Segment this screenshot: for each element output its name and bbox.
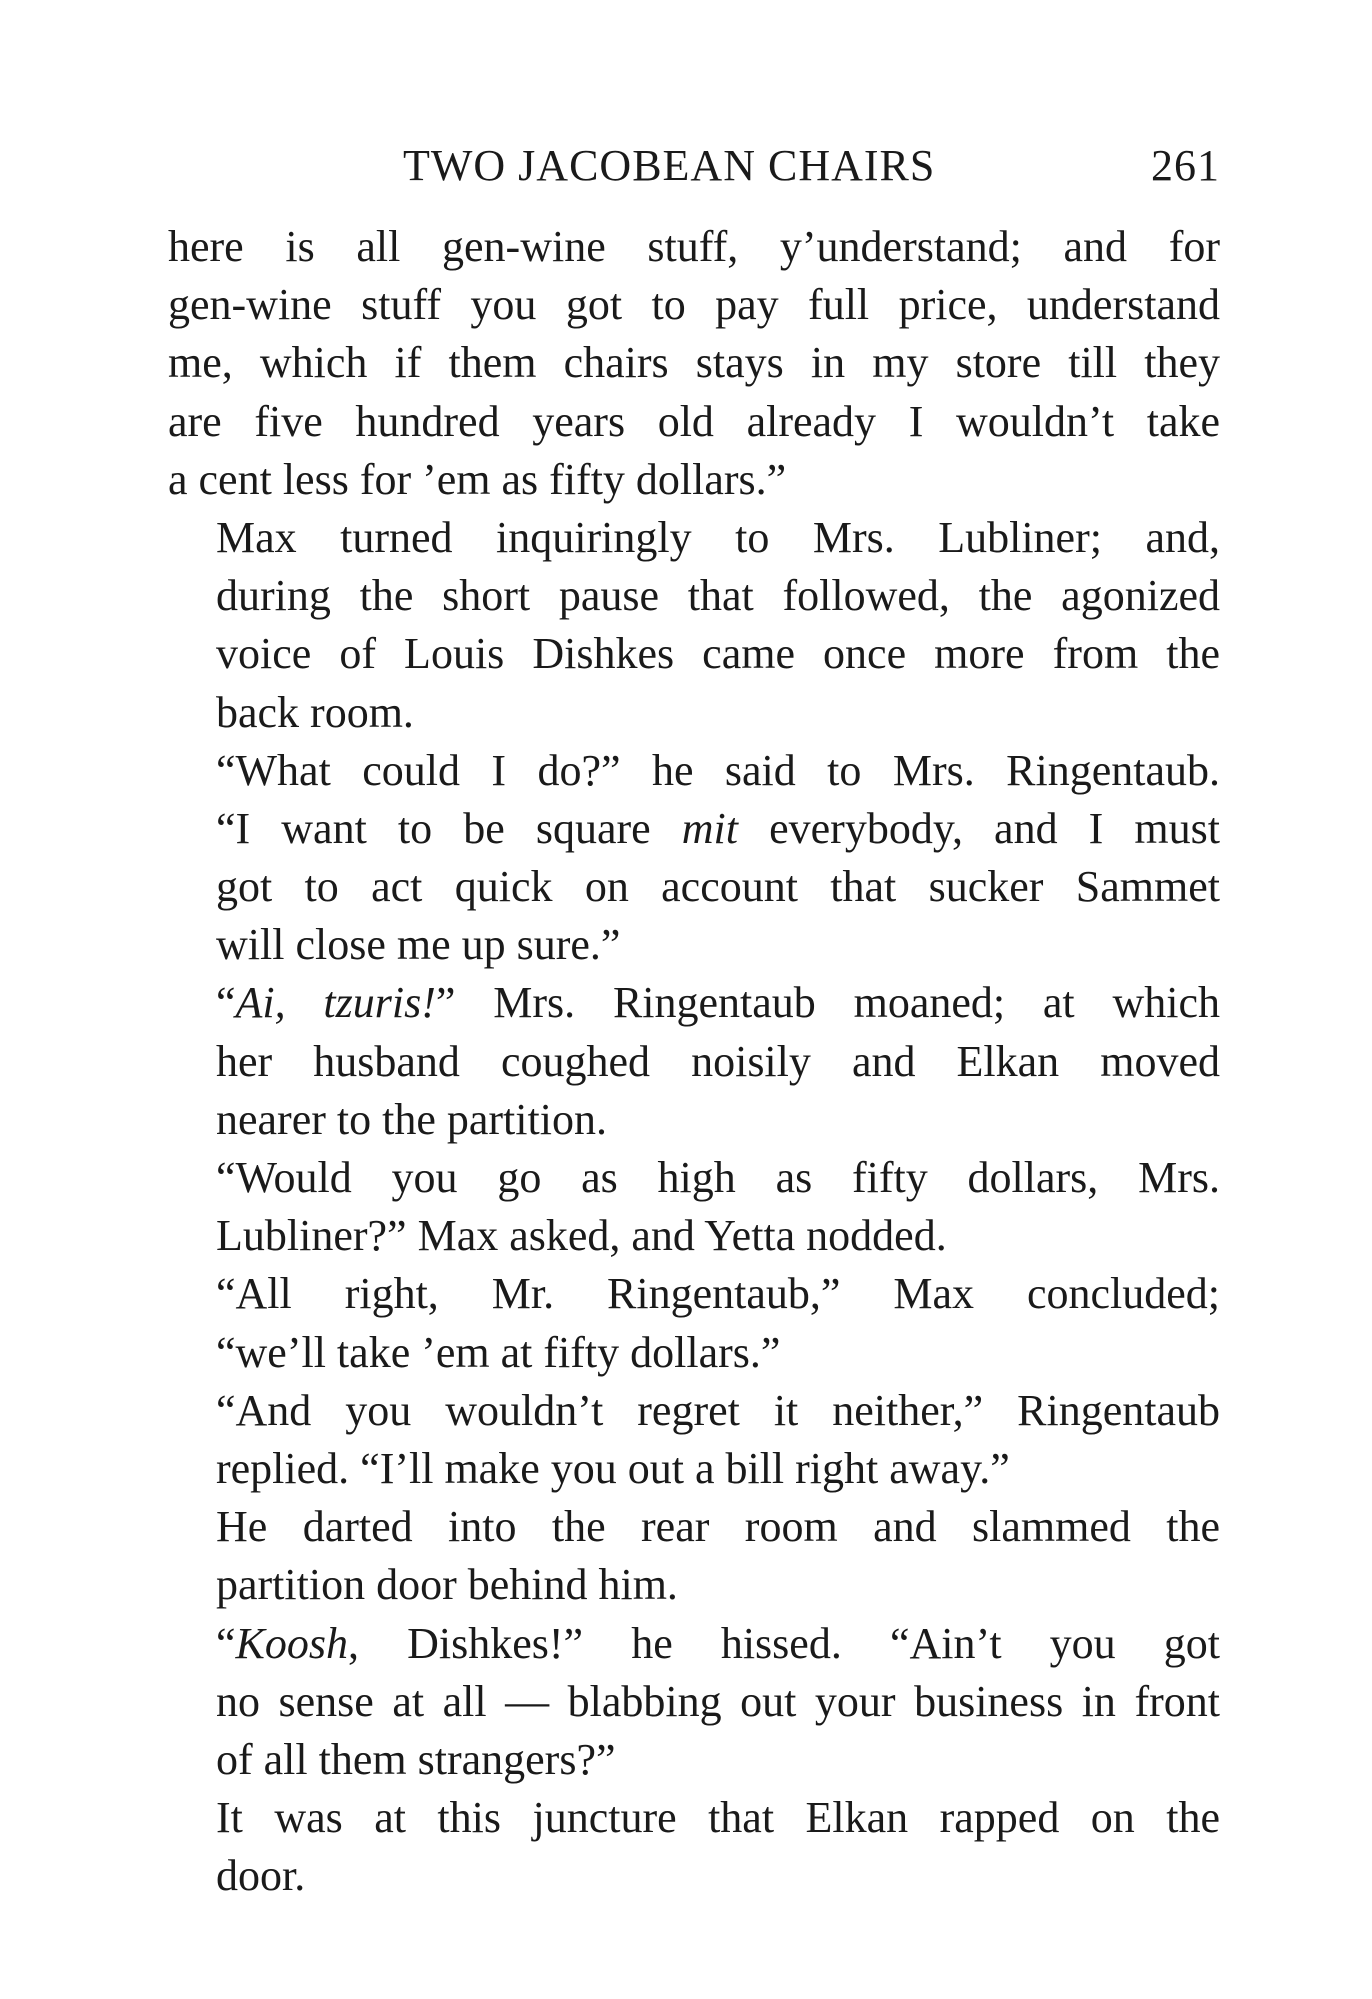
text-run: “All right, Mr. Ringentaub,” Max concluded;	[216, 1269, 1220, 1319]
italic-text-run: Ai, tzuris!	[235, 978, 436, 1028]
text-line	[168, 1615, 1220, 1673]
text-line	[168, 1382, 1220, 1440]
text-run: of all them strangers?”	[216, 1734, 616, 1784]
text-line	[168, 1731, 1220, 1789]
running-head	[168, 136, 1220, 196]
text-run: , Dishkes!” he hissed. “Ain’t you got	[348, 1618, 1220, 1668]
paragraph	[168, 1615, 1220, 1790]
text-line	[168, 1847, 1220, 1905]
text-line	[168, 567, 1220, 625]
text-run: Max turned inquiringly to Mrs. Lubliner; and,	[216, 512, 1220, 562]
text-line	[168, 1498, 1220, 1556]
paragraph	[168, 1498, 1220, 1614]
text-run: voice of Louis Dishkes came once more from the	[216, 629, 1220, 679]
text-line	[168, 1556, 1220, 1614]
text-line	[168, 393, 1220, 451]
text-run: back room.	[216, 687, 414, 737]
text-run: He darted into the rear room and slammed the	[216, 1502, 1220, 1552]
text-line	[168, 684, 1220, 742]
text-run: me, which if them chairs stays in my store till they	[168, 338, 1220, 388]
text-line	[168, 1324, 1220, 1382]
text-run: “	[216, 978, 236, 1028]
text-run: “I want to be square	[216, 803, 682, 853]
text-run: “we’ll take ’em at fifty dollars.”	[216, 1327, 781, 1377]
text-run: It was at this juncture that Elkan rapped on the	[216, 1793, 1220, 1843]
text-run: door.	[216, 1851, 306, 1901]
text-run: are five hundred years old already I wouldn’t take	[168, 396, 1220, 446]
text-run: a cent less for ’em as fifty dollars.”	[168, 454, 787, 504]
page-number: 261	[1151, 141, 1220, 190]
text-line	[168, 451, 1220, 509]
text-line	[168, 800, 1220, 858]
text-line	[168, 625, 1220, 683]
text-line	[168, 1789, 1220, 1847]
text-line	[168, 1091, 1220, 1149]
paragraph	[168, 742, 1220, 975]
text-line	[168, 742, 1220, 800]
text-line	[168, 218, 1220, 276]
paragraph	[168, 1382, 1220, 1498]
text-run: Lubliner?” Max asked, and Yetta nodded.	[216, 1211, 947, 1261]
text-line	[168, 1033, 1220, 1091]
text-line	[168, 916, 1220, 974]
paragraph	[168, 218, 1220, 509]
text-run: got to act quick on account that sucker Sammet	[216, 862, 1220, 912]
text-line	[168, 1265, 1220, 1323]
paragraph	[168, 1265, 1220, 1381]
paragraph	[168, 509, 1220, 742]
text-line	[168, 509, 1220, 567]
paragraph	[168, 974, 1220, 1149]
text-run: replied. “I’ll make you out a bill right away.”	[216, 1443, 1010, 1493]
running-title: TWO JACOBEAN CHAIRS	[403, 141, 936, 190]
text-run: nearer to the partition.	[216, 1094, 607, 1144]
text-line	[168, 858, 1220, 916]
text-run: “What could I do?” he said to Mrs. Ringentaub.	[216, 745, 1220, 795]
text-line	[168, 276, 1220, 334]
text-run: everybody, and I must	[738, 803, 1220, 853]
text-run: “Would you go as high as fifty dollars, Mrs.	[216, 1153, 1220, 1202]
italic-text-run: Koosh	[235, 1618, 349, 1668]
text-run: her husband coughed noisily and Elkan moved	[216, 1036, 1220, 1086]
italic-text-run: mit	[681, 803, 739, 853]
text-run: no sense at all — blabbing out your business in front	[216, 1676, 1220, 1726]
text-line	[168, 1673, 1220, 1731]
text-run: “	[216, 1618, 236, 1668]
text-run: during the short pause that followed, the agonized	[216, 571, 1220, 621]
text-run: “And you wouldn’t regret it neither,” Ringentaub	[216, 1385, 1220, 1435]
text-line	[168, 1440, 1220, 1498]
text-line	[168, 334, 1220, 392]
paragraph	[168, 1789, 1220, 1905]
body-text	[168, 218, 1220, 1905]
text-run: here is all gen-wine stuff, y’understand; and for	[168, 222, 1220, 271]
text-line	[168, 1207, 1220, 1265]
text-run: partition door behind him.	[216, 1560, 678, 1610]
text-run: gen-wine stuff you got to pay full price, understand	[168, 280, 1220, 330]
text-run: ” Mrs. Ringentaub moaned; at which	[435, 978, 1220, 1028]
paragraph	[168, 1149, 1220, 1265]
text-line	[168, 974, 1220, 1032]
text-line	[168, 1149, 1220, 1207]
text-run: will close me up sure.”	[216, 920, 621, 970]
